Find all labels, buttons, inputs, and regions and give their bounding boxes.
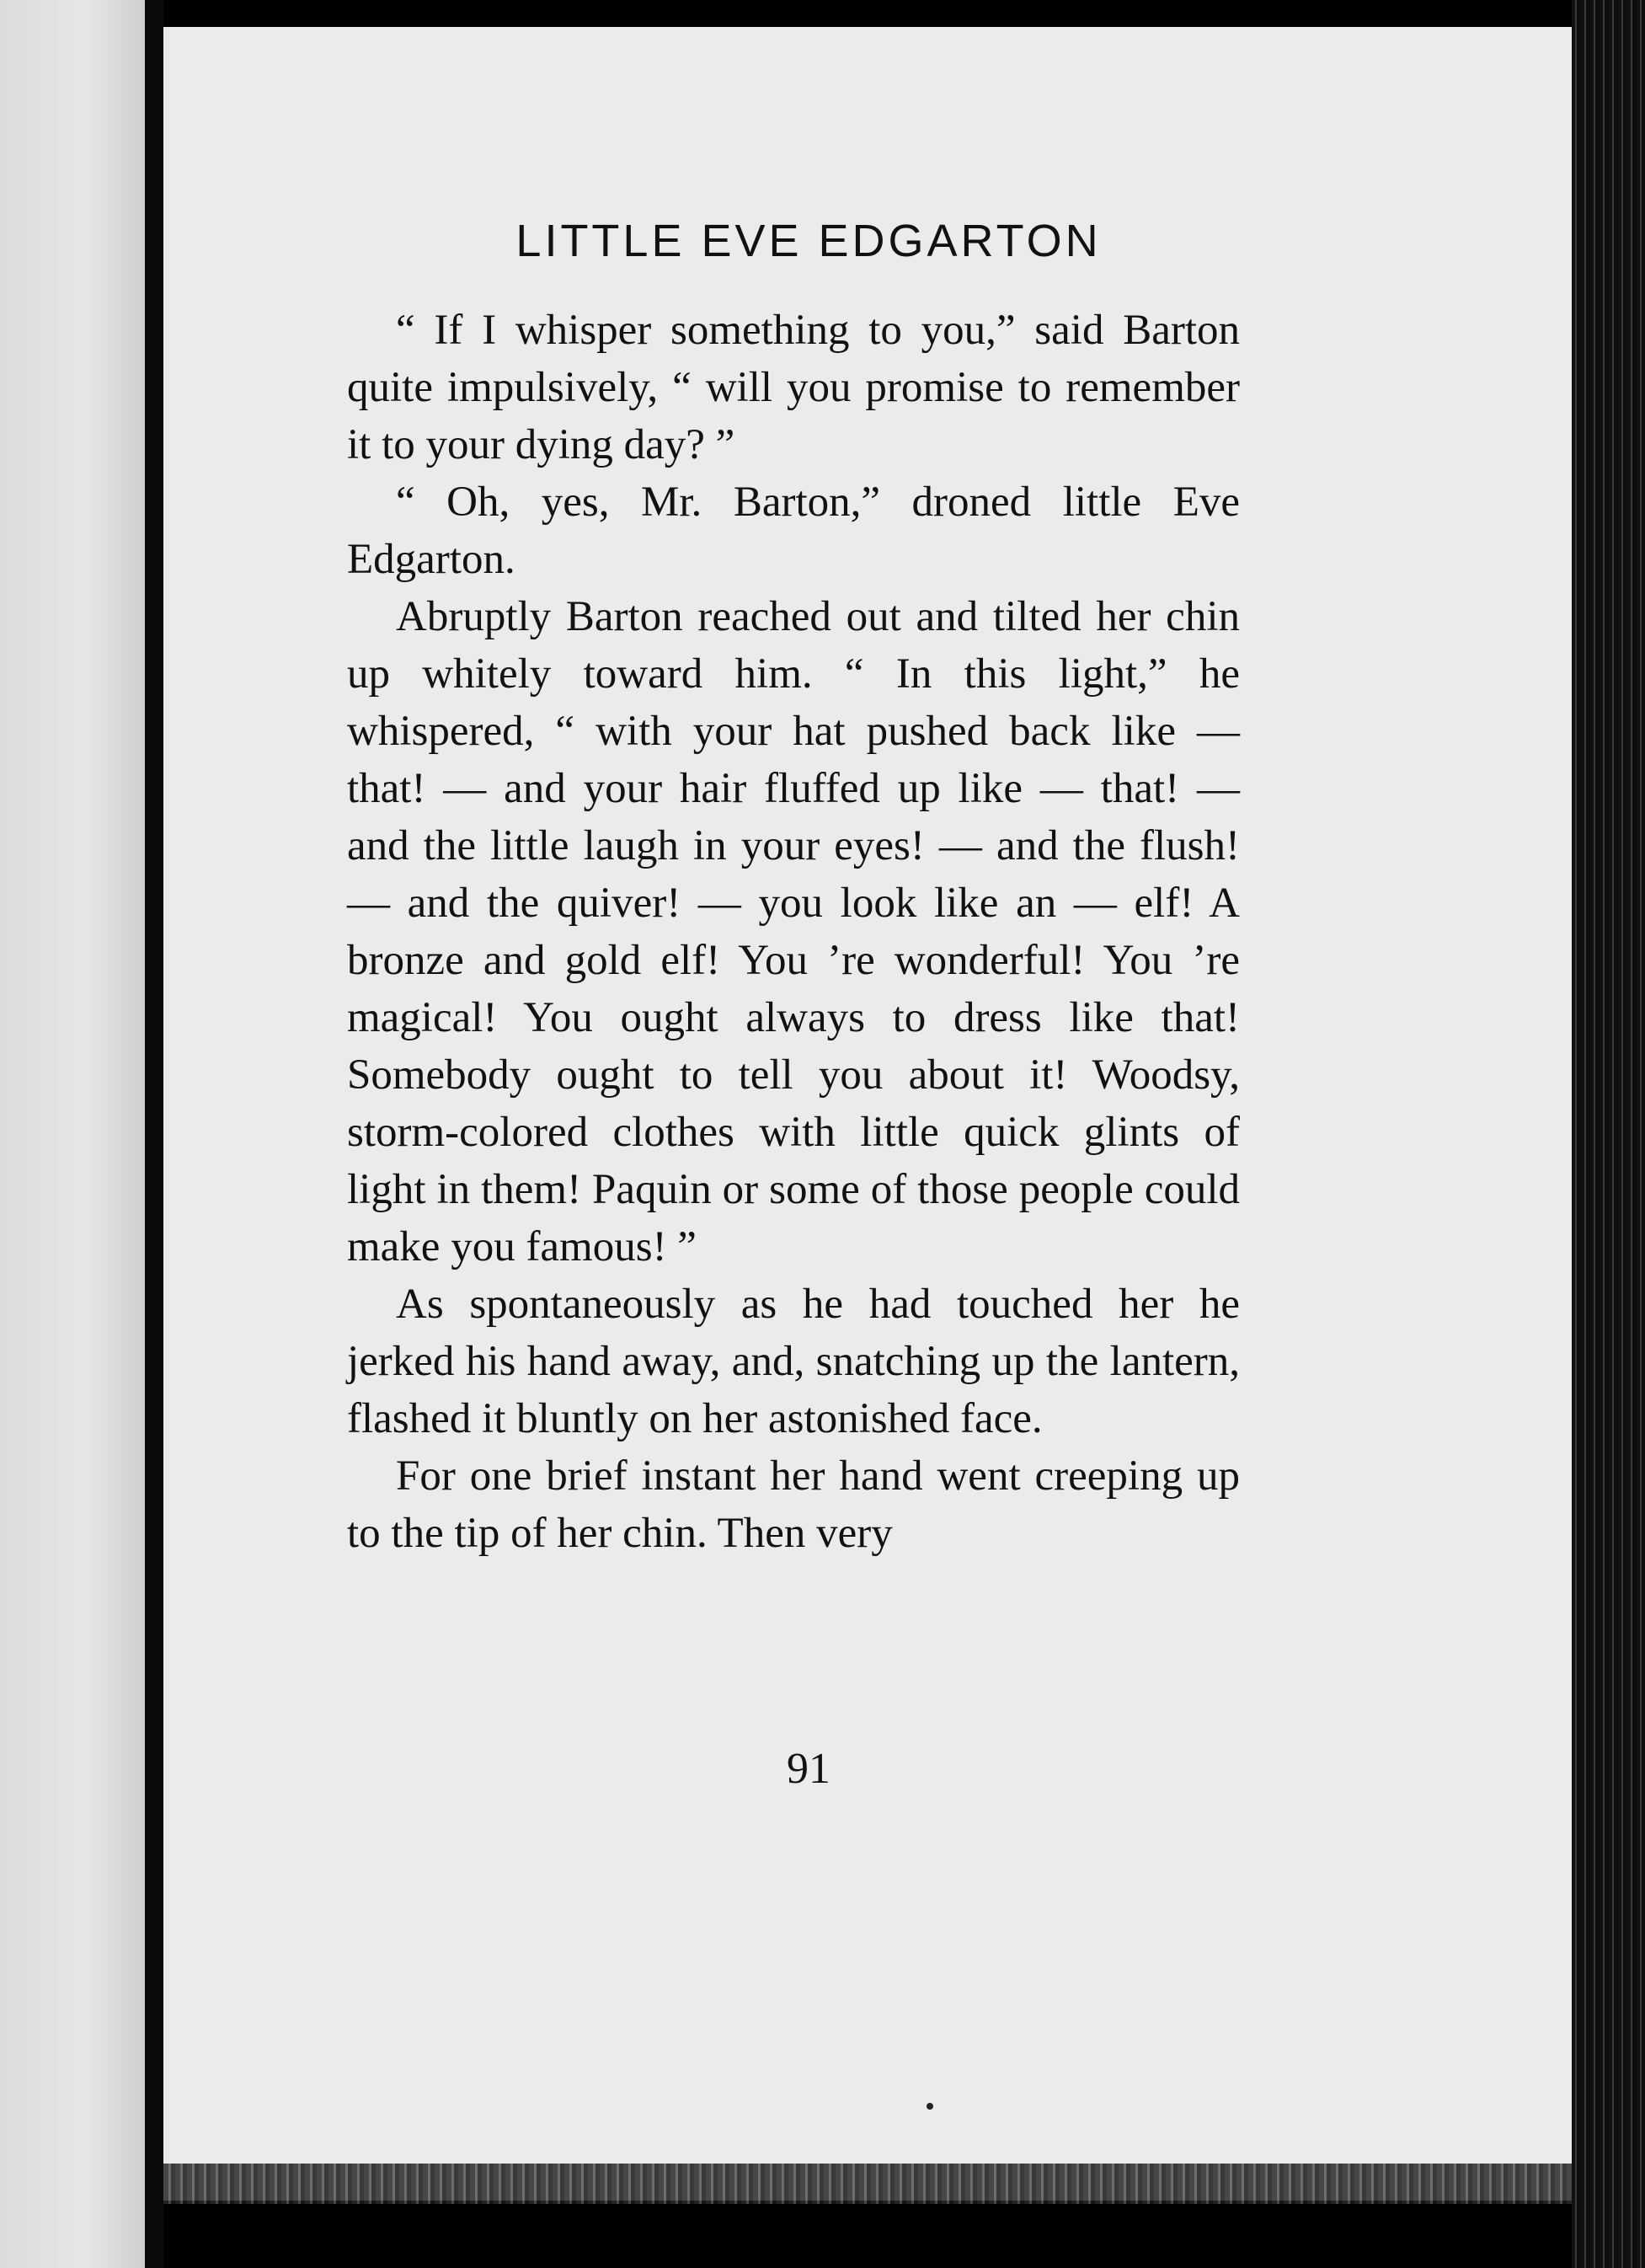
book-fore-edge bbox=[1572, 0, 1645, 2268]
paragraph: For one brief instant her hand went creeping up to the tip of her chin. Then very bbox=[347, 1452, 1240, 1557]
gutter-shadow bbox=[145, 0, 163, 2268]
facing-page-edge bbox=[0, 0, 145, 2268]
paragraph: “ Oh, yes, Mr. Barton,” droned little Eve Edgarton. bbox=[347, 479, 1240, 583]
page-bottom-edge bbox=[163, 2164, 1572, 2204]
ink-speck bbox=[927, 2103, 933, 2110]
paragraph: Abruptly Barton reached out and tilted her chin up whitely toward him. “ In this light,” he whispered, “ with your hat pushed back like — that! — and your hair fluffed up like — that! — and the little laugh in your eyes! — and the flush! — and the quiver! — you look like an — elf! A bronze and gold elf! You ’re wonderful! You ’re magical! You ought always to dress like that! Somebody ought to tell you about it! Woodsy, storm-colored clothes with little quick glints of light in them! Paquin or some of those people could make you famous! ” bbox=[347, 593, 1240, 1270]
paragraph: As spontaneously as he had touched her he jerked his hand away, and, snatching up the lantern, flashed it bluntly on her astonished face. bbox=[347, 1281, 1240, 1442]
running-head: LITTLE EVE EDGARTON bbox=[515, 216, 1102, 266]
page-number: 91 bbox=[787, 1745, 831, 1793]
paragraph: “ If I whisper something to you,” said Barton quite impulsively, “ will you promise to remember it to your dying day? ” bbox=[347, 307, 1240, 468]
body-text bbox=[347, 302, 1240, 1562]
